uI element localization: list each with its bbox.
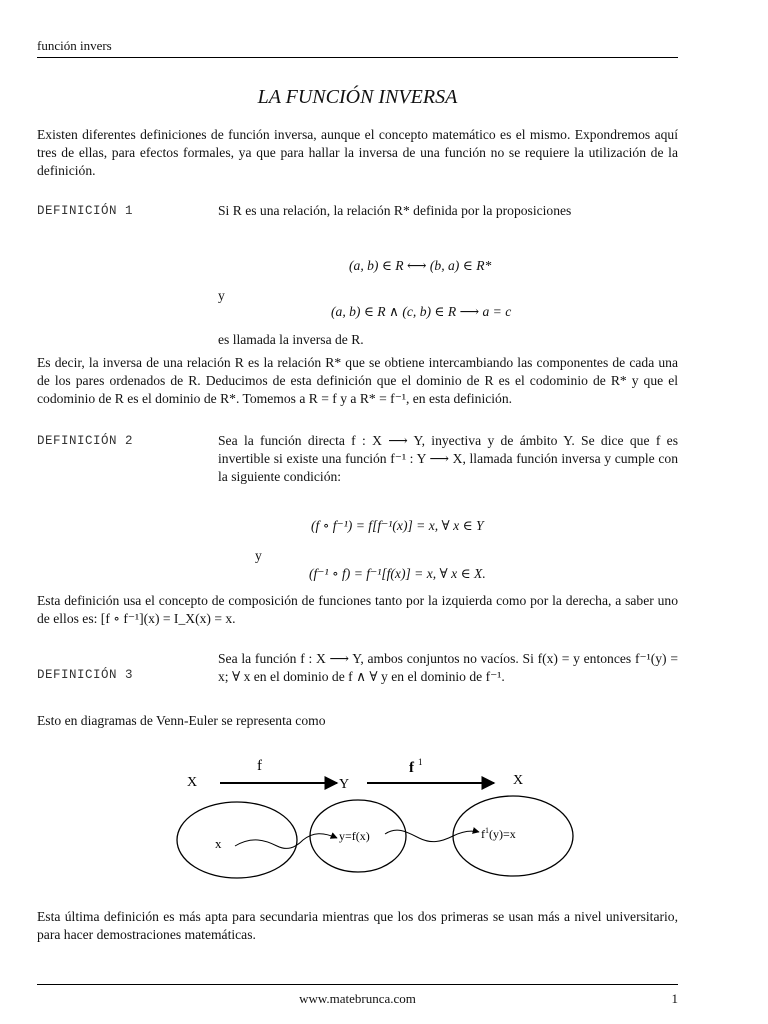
set-x-right-label: X [513, 773, 524, 788]
set-x-left-ellipse [177, 802, 297, 878]
intro-paragraph: Existen diferentes definiciones de función inversa, aunque el concepto matemático es el mismo. Expondremos aquí tres de ellas, para efectos formales, ya que para hallar la inversa de una función no se requiere la utilización de la definición. [37, 127, 678, 178]
element-y-equals-fx: y=f(x) [339, 829, 370, 843]
definition-1-equation-1: (a, b) ∈ R ⟷ (b, a) ∈ R* [349, 258, 492, 273]
definition-2-equation-2: (f⁻¹ ∘ f) = f⁻¹[f(x)] = x, ∀ x ∈ X. [309, 566, 486, 581]
definition-1-equation-2: (a, b) ∈ R ∧ (c, b) ∈ R ⟶ a = c [331, 304, 512, 319]
arrow-f-label: f [257, 758, 262, 774]
composition-paragraph: Esta definición usa el concepto de composición de funciones tanto por la izquierda como por la derecha, a saber uno de ellos es: [f ∘ f⁻¹](x) = I_X(x) = x. [37, 593, 678, 626]
arrow-f-inverse-label: f [409, 760, 414, 776]
venn-euler-diagram [37, 752, 678, 892]
document-page [37, 0, 678, 1024]
definition-2-label: DEFINICIÓN 2 [37, 434, 134, 448]
element-f-inverse-y: $f^1(y)=x$ [481, 826, 516, 841]
arrow-f-inverse-superscript: 1 [418, 757, 423, 767]
definition-3-text: Sea la función f : X ⟶ Y, ambos conjuntos no vacíos. Si f(x) = y entonces f⁻¹(y) = x; ∀ x en el dominio de f ∧ ∀ y en el dominio de f⁻¹. [218, 651, 678, 684]
mapping-x-to-y [235, 834, 337, 849]
running-header: función invers [37, 38, 678, 58]
definition-2-text: Sea la función directa f : X ⟶ Y, inyectiva y de ámbito Y. Se dice que f es invertible si existe una función f⁻¹ : Y ⟶ X, llamada función inversa y cumple con la siguiente condición: [218, 433, 678, 484]
definition-3-label: DEFINICIÓN 3 [37, 668, 134, 682]
definition-1-label: DEFINICIÓN 1 [37, 204, 134, 218]
mapping-y-to-x [385, 830, 479, 841]
set-y-label: Y [339, 777, 350, 792]
venn-intro-paragraph: Esto en diagramas de Venn-Euler se representa como [37, 713, 326, 728]
footer-url: www.matebrunca.com [299, 991, 416, 1006]
page-title: LA FUNCIÓN INVERSA [257, 86, 458, 108]
closing-paragraph: Esta última definición es más apta para secundaria mientras que los dos primeras se usan más a nivel universitario, para hacer demostraciones matemáticas. [37, 909, 678, 942]
definition-1-conclusion: es llamada la inversa de R. [218, 332, 364, 347]
page-number: 1 [671, 991, 678, 1006]
page-footer [37, 984, 678, 1006]
set-x-left-label: X [187, 775, 198, 790]
definition-1-and: y [218, 288, 225, 303]
definition-1-text: Si R es una relación, la relación R* definida por la proposiciones [218, 203, 572, 218]
explanation-paragraph: Es decir, la inversa de una relación R es la relación R* que se obtiene intercambiando las componentes de cada una de los pares ordenados de R. Deducimos de esta definición que el dominio de R es el codominio de R* y que el codominio de R es el dominio de R*. Tomemos a R = f y a R* = f⁻¹, en esta definición. [37, 355, 678, 406]
definition-2-equation-1: (f ∘ f⁻¹) = f[f⁻¹(x)] = x, ∀ x ∈ Y [311, 518, 484, 533]
definition-2-and: y [255, 548, 262, 563]
element-x: x [215, 836, 222, 851]
